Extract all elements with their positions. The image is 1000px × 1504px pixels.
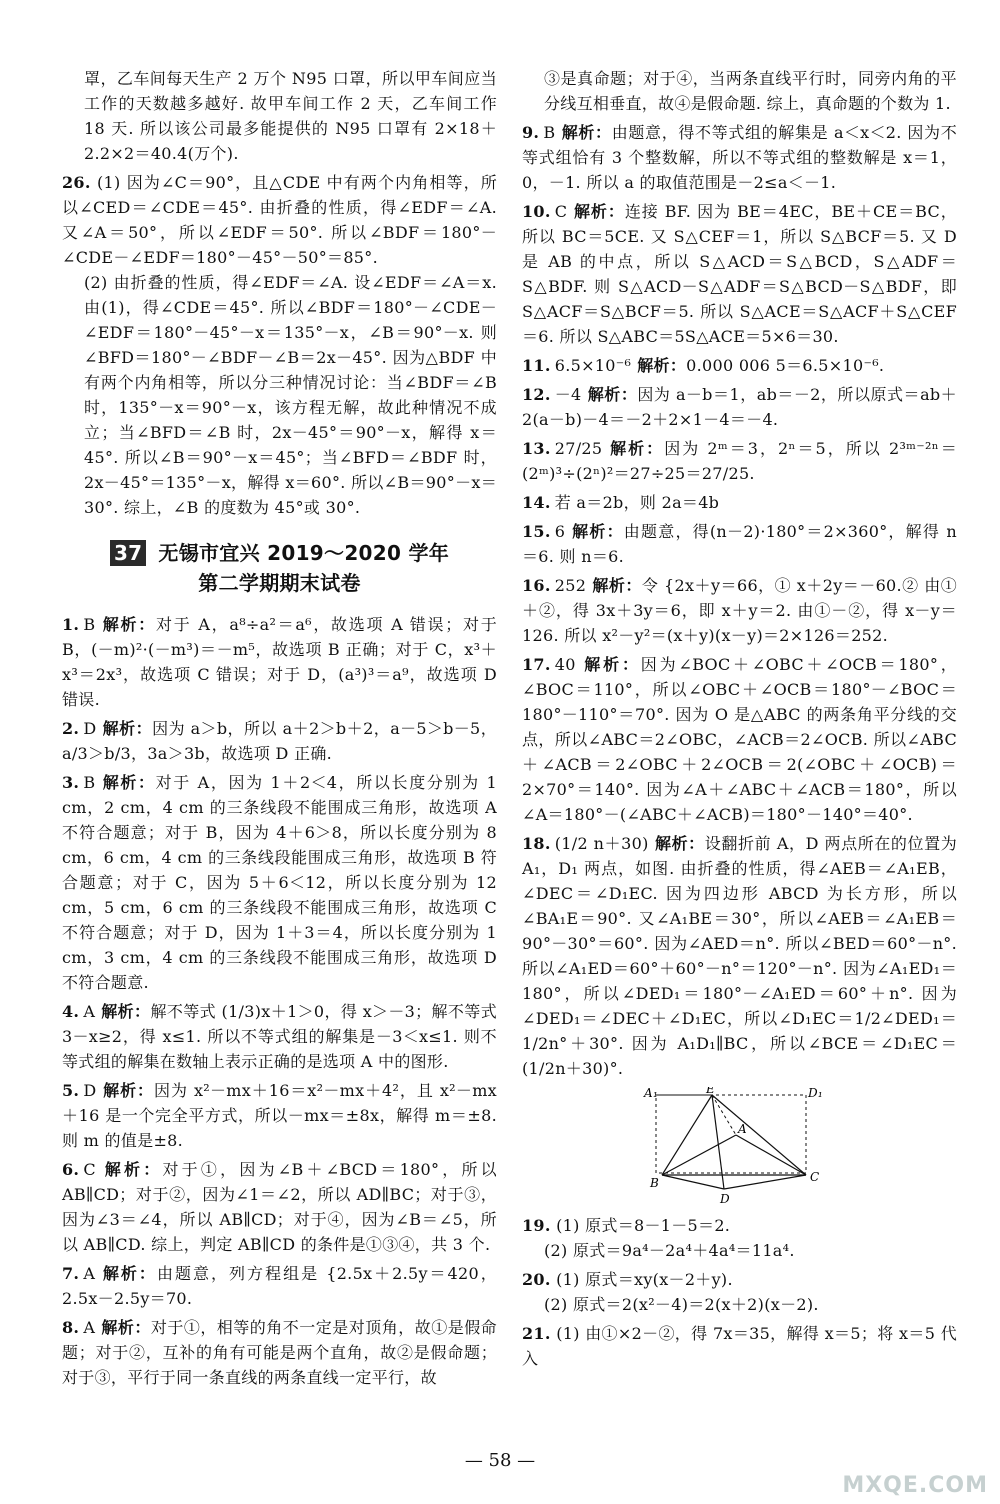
- q26: [62, 170, 497, 520]
- item-number: 1.: [62, 615, 80, 634]
- right-column: [522, 66, 957, 1375]
- label-b: B: [650, 1176, 660, 1190]
- item-analysis-label: 解析：: [101, 1002, 151, 1021]
- item-explanation: 连接 BF. 因为 BE＝4EC，BE＋CE＝BC，所以 BC＝5CE. 又 S△CEF＝1，所以 S△BCF＝5. 又 D 是 AB 的中点，所以 S△ACD＝S△BCD，S△ADF＝S△BDF. 则 S△ACD－S△ADF＝S△BCD－S△BDF，即 S△ACF＝S△BCF＝5. 所以 S△ACE＝S△ACF＋S△CEF＝6. 所以 S△ABC＝5S△ACE＝5×6＝30.: [522, 202, 957, 346]
- edge-ac: [736, 1135, 806, 1175]
- item-number: 6.: [62, 1160, 80, 1179]
- item-number: 13.: [522, 439, 551, 458]
- item-explanation: 因为 a＞b，所以 a＋2＞b＋2，a－5＞b－5，a/3＞b/3，3a＞3b，故选项 D 正确.: [62, 719, 497, 763]
- item-number: 11.: [522, 356, 551, 375]
- edge-ea: [712, 1095, 736, 1135]
- q19-part1: (1) 原式＝8－1－5＝2.: [556, 1216, 731, 1235]
- q19-part2: (2) 原式＝9a⁴－2a⁴＋4a⁴＝11a⁴.: [544, 1241, 795, 1260]
- answer-item: [522, 519, 957, 569]
- answer-item: [522, 490, 957, 515]
- item-answer: 6: [554, 522, 566, 541]
- item-explanation: 令 {2x＋y＝66，① x＋2y＝－60.② 由①＋②，得 3x＋3y＝6，即 x＋y＝2. 由①－②，得 x－y＝126. 所以 x²－y²＝(x＋y)(x－y)＝2×126＝252.: [522, 576, 957, 645]
- item-analysis-label: 解析：: [102, 719, 153, 738]
- rectangle-fold-diagram: [642, 1087, 842, 1207]
- section-title-line1: 无锡市宜兴 2019～2020 学年: [158, 541, 450, 565]
- section-header: [62, 538, 497, 598]
- edge-eb: [662, 1095, 712, 1175]
- section-badge: 37: [110, 540, 146, 566]
- item-answer: C: [554, 202, 568, 221]
- item-answer: D: [83, 719, 97, 738]
- answer-item: [522, 120, 957, 195]
- label-a1: A₁: [644, 1087, 659, 1100]
- answer-item: [522, 353, 957, 378]
- item-explanation: 对于①，因为∠B＋∠BCD＝180°，所以 AB∥CD；对于②，因为∠1＝∠2，所以 AD∥BC；对于③，因为∠3＝∠4，所以 AB∥CD；对于④，因为∠B＝∠5，所以 AB∥CD. 综上，判定 AB∥CD 的条件是①③④，共 3 个.: [62, 1160, 497, 1254]
- edge-ec: [712, 1095, 806, 1175]
- item-answer: B: [83, 615, 96, 634]
- q26-number: 26.: [62, 173, 91, 192]
- item-explanation: 因为∠BOC＋∠OBC＋∠OCB＝180°，∠BOC＝110°，所以∠OBC＋∠OCB＝180°－∠BOC＝180°－110°＝70°. 因为 O 是△ABC 的两条角平分线的交点，所以∠ABC＝2∠OBC，∠ACB＝2∠OCB. 所以∠ABC＋∠ACB＝2∠OBC＋2∠OCB＝2(∠OBC＋∠OCB)＝2×70°＝140°. 因为∠A＋∠ABC＋∠ACB＝180°，所以∠A＝180°－(∠ABC＋∠ACB)＝180°－140°＝40°.: [522, 655, 957, 824]
- q19: [522, 1213, 957, 1263]
- geometry-figure: [642, 1087, 842, 1207]
- item-number: 14.: [522, 493, 551, 512]
- label-c: C: [810, 1170, 820, 1184]
- item-explanation: 因为 2ᵐ＝3，2ⁿ＝5，所以 2³ᵐ⁻²ⁿ＝(2ᵐ)³÷(2ⁿ)²＝27÷25＝27/25.: [522, 439, 957, 483]
- answer-item: [522, 573, 957, 648]
- answer-item: [62, 1078, 497, 1153]
- answer-item: [62, 1261, 497, 1311]
- item-answer: 40: [554, 655, 576, 674]
- label-a: A: [738, 1122, 747, 1136]
- answer-item: [62, 1157, 497, 1257]
- answer-item: [522, 436, 957, 486]
- left-column: [62, 66, 497, 1394]
- q20-number: 20.: [522, 1270, 551, 1289]
- item-analysis-label: 解析：: [101, 773, 156, 792]
- answer-item: [522, 382, 957, 432]
- answer-item: [522, 652, 957, 827]
- item-explanation: 因为 a－b＝1，ab＝－2，所以原式＝ab＋2(a－b)－4＝－2＋2×1－4＝－4.: [522, 385, 957, 429]
- label-d: D: [720, 1192, 730, 1206]
- answer-item: [62, 1315, 497, 1390]
- item-analysis-label: 解析：: [573, 202, 625, 221]
- item-answer: B: [543, 123, 556, 142]
- item-analysis-label: 解析：: [587, 385, 638, 404]
- item-explanation: 设翻折前 A，D 两点所在的位置为 A₁，D₁ 两点，如图. 由折叠的性质，得∠AEB＝∠A₁EB，∠DEC＝∠D₁EC. 因为四边形 ABCD 为长方形，所以∠BA₁E＝90°. 又∠A₁BE＝30°，所以∠AEB＝∠A₁EB＝90°－30°＝60°. 因为∠AED＝n°. 所以∠BED＝60°－n°. 所以∠A₁ED＝60°＋60°－n°＝120°－n°. 因为∠A₁ED₁＝180°，所以∠DED₁＝180°－∠A₁ED＝60°＋n°. 因为∠DED₁＝∠DEC＋∠D₁EC，所以∠D₁EC＝1/2∠DED₁＝1/2n°＋30°. 因为 A₁D₁∥BC，所以∠BCE＝∠D₁EC＝(1/2n＋30)°.: [522, 834, 958, 1078]
- q21-number: 21.: [522, 1324, 551, 1343]
- item-number: 12.: [522, 385, 551, 404]
- item-number: 8.: [62, 1318, 80, 1337]
- edge-bd: [662, 1175, 724, 1189]
- q19-number: 19.: [522, 1216, 551, 1235]
- q25-continuation: 罩，乙车间每天生产 2 万个 N95 口罩，所以甲车间应当工作的天数越多越好. 故甲车间工作 2 天，乙车间工作 18 天. 所以该公司最多能提供的 N95 口罩有 2×18＋2.2×2＝40.4(万个).: [84, 69, 497, 163]
- right-answer-list: [522, 120, 957, 1081]
- item-answer: 252: [554, 576, 587, 595]
- item-analysis-label: 解析：: [561, 123, 612, 142]
- item-number: 5.: [62, 1081, 80, 1100]
- left-answer-list: [62, 612, 497, 1390]
- label-d1: D₁: [808, 1087, 824, 1100]
- page-number: — 58 —: [464, 1450, 536, 1471]
- item-analysis-label: 解析：: [592, 576, 642, 595]
- item-explanation: 0.000 006 5＝6.5×10⁻⁶.: [686, 356, 885, 375]
- item-analysis-label: 解析：: [101, 1318, 151, 1337]
- section-title-line2: 第二学期期末试卷: [198, 571, 361, 595]
- answer-item: [522, 199, 957, 349]
- item-explanation: 因为 x²－mx＋16＝x²－mx＋4²，且 x²－mx＋16 是一个完全平方式，所以－mx＝±8x，解得 m＝±8. 则 m 的值是±8.: [62, 1081, 497, 1150]
- item-answer: 6.5×10⁻⁶: [554, 356, 632, 375]
- item-number: 3.: [62, 773, 80, 792]
- item-explanation: 由题意，得不等式组的解集是 a＜x＜2. 因为不等式组恰有 3 个整数解，所以不等式组的整数解是 x＝1，0，－1. 所以 a 的取值范围是－2≤a＜－1.: [522, 123, 958, 192]
- q8-continuation: ③是真命题；对于④，当两条直线平行时，同旁内角的平分线互相垂直，故④是假命题. 综上，真命题的个数为 1.: [544, 69, 957, 113]
- item-answer: (1/2 n＋30): [554, 834, 649, 853]
- item-explanation: 由题意，得(n－2)·180°＝2×360°，解得 n＝6. 则 n＝6.: [522, 522, 957, 566]
- item-answer: A: [83, 1264, 96, 1283]
- edge-ba: [662, 1135, 736, 1175]
- item-number: 10.: [522, 202, 551, 221]
- q21: [522, 1321, 957, 1371]
- item-analysis-label: 解析：: [102, 1081, 154, 1100]
- answer-item: [62, 999, 497, 1074]
- q20-part2: (2) 原式＝2(x²－4)＝2(x＋2)(x－2).: [544, 1295, 819, 1314]
- item-answer: A: [83, 1002, 96, 1021]
- item-analysis-label: 解析：: [654, 834, 705, 853]
- item-analysis-label: 解析：: [581, 655, 641, 674]
- item-answer: 若 a＝2b，则 2a＝4b: [554, 493, 720, 512]
- item-explanation: 对于 A，因为 1＋2＜4，所以长度分别为 1 cm，2 cm，4 cm 的三条线段不能围成三角形，故选项 A 不符合题意；对于 B，因为 4＋6＞8，所以长度分别为 8 cm，6 cm，4 cm 的三条线段能围成三角形，故选项 B 符合题意；对于 C，因为 5＋6＜12，所以长度分别为 12 cm，5 cm，6 cm 的三条线段不能围成三角形，故选项 C 不符合题意；对于 D，因为 1＋3＝4，所以长度分别为 1 cm，3 cm，4 cm 的三条线段不能围成三角形，故选项 D 不符合题意.: [62, 773, 497, 992]
- q26-part2: (2) 由折叠的性质，得∠EDF＝∠A. 设∠EDF＝∠A＝x. 由(1)，得∠CDE＝45°. 所以∠BDF＝180°－∠CDE－∠EDF＝180°－45°－x＝135°－x，∠B＝90°－x. 则∠BFD＝180°－∠BDF－∠B＝2x－45°. 因为△BDF 中有两个内角相等，所以分三种情况讨论：当∠BDF＝∠B 时，135°－x＝90°－x，该方程无解，故此种情况不成立；当∠BFD＝∠B 时，2x－45°＝90°－x，解得 x＝45°. 所以∠B＝90°－x＝45°；当∠BFD＝∠BDF 时，2x－45°＝135°－x，解得 x＝60°. 所以∠B＝90°－x＝30°. 综上，∠B 的度数为 45°或 30°.: [84, 273, 497, 517]
- q20-part1: (1) 原式＝xy(x－2＋y).: [556, 1270, 733, 1289]
- item-analysis-label: 解析：: [101, 1264, 157, 1283]
- item-number: 17.: [522, 655, 551, 674]
- edge-dc: [724, 1175, 806, 1189]
- answer-item: [62, 716, 497, 766]
- item-answer: －4: [554, 385, 582, 404]
- item-number: 4.: [62, 1002, 80, 1021]
- item-analysis-label: 解析：: [101, 615, 157, 634]
- item-explanation: 解不等式 (1/3)x＋1＞0，得 x＞－3；解不等式 3－x≥2，得 x≤1. 所以不等式组的解集是－3＜x≤1. 则不等式组的解集在数轴上表示正确的是选项 A 中的图形.: [62, 1002, 498, 1071]
- item-answer: A: [83, 1318, 96, 1337]
- item-answer: B: [83, 773, 96, 792]
- item-explanation: 对于①，相等的角不一定是对顶角，故①是假命题；对于②，互补的角有可能是两个直角，故②是假命题；对于③，平行于同一条直线的两条直线一定平行，故: [62, 1318, 497, 1387]
- item-number: 16.: [522, 576, 551, 595]
- answer-item: [62, 770, 497, 995]
- item-number: 7.: [62, 1264, 80, 1283]
- item-answer: C: [83, 1160, 96, 1179]
- watermark-logo: MXQE.COM: [842, 1473, 988, 1498]
- item-analysis-label: 解析：: [571, 522, 624, 541]
- item-analysis-label: 解析：: [101, 1160, 163, 1179]
- item-answer: D: [83, 1081, 97, 1100]
- item-answer: 27/25: [554, 439, 603, 458]
- item-explanation: 对于 A，a⁸÷a²＝a⁶，故选项 A 错误；对于 B，(－m)²·(－m³)＝－m⁵，故选项 B 正确；对于 C，x³＋x³＝2x³，故选项 C 错误；对于 D，(a³)³＝a⁹，故选项 D 错误.: [62, 615, 498, 709]
- q21-part1: (1) 由①×2－②，得 7x＝35，解得 x＝5；将 x＝5 代入: [522, 1324, 957, 1368]
- answer-item: [62, 612, 497, 712]
- a1d1-rect: [656, 1095, 806, 1173]
- label-e: E: [706, 1087, 716, 1096]
- item-explanation: 由题意，列方程组是 {2.5x＋2.5y＝420，2.5x－2.5y＝70.: [62, 1264, 497, 1308]
- q26-part1: (1) 因为∠C＝90°，且△CDE 中有两个内角相等，所以∠CED＝∠CDE＝45°. 由折叠的性质，得∠EDF＝∠A. 又∠A＝50°，所以∠EDF＝50°. 所以∠BDF＝180°－∠CDE－∠EDF＝180°－45°－50°＝85°.: [62, 173, 497, 267]
- item-number: 15.: [522, 522, 551, 541]
- answer-item: [522, 831, 957, 1081]
- item-analysis-label: 解析：: [608, 439, 665, 458]
- item-analysis-label: 解析：: [637, 356, 687, 375]
- item-number: 18.: [522, 834, 551, 853]
- q20: [522, 1267, 957, 1317]
- item-number: 9.: [522, 123, 540, 142]
- item-number: 2.: [62, 719, 80, 738]
